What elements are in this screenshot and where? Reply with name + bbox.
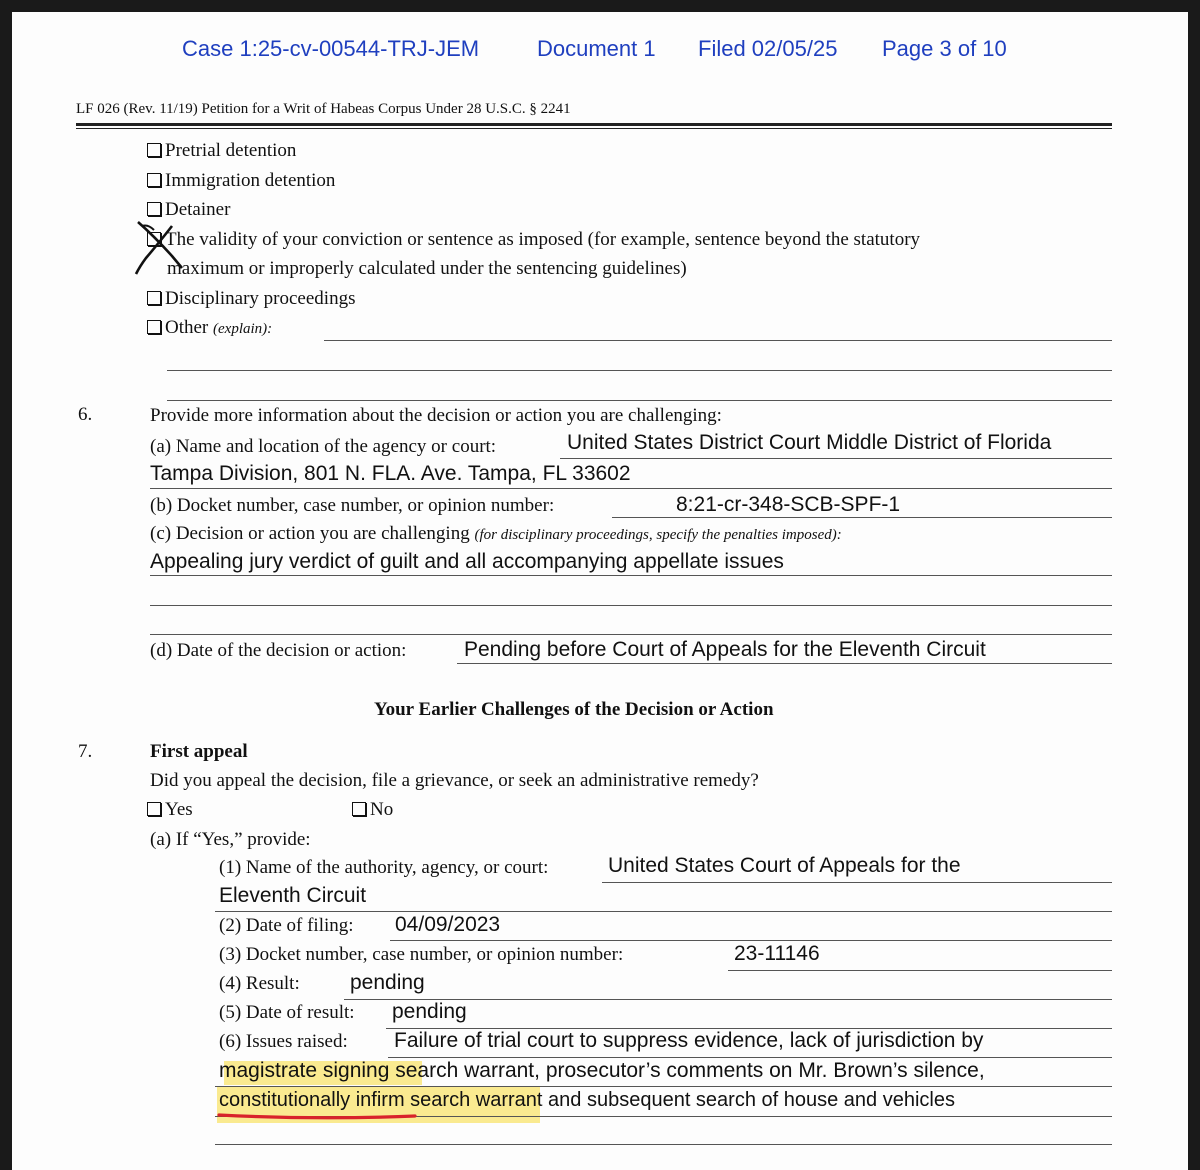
if-yes-label: (a) If “Yes,” provide: [150,829,311,850]
q6d-line [457,663,1112,664]
q6c-line3 [150,634,1112,635]
q6c-line1 [150,575,1112,576]
option-other[interactable]: Other (explain): [147,317,272,339]
question-7-number: 7. [78,741,93,762]
q7-5-value[interactable]: pending [392,1000,467,1023]
filed-date: Filed 02/05/25 [698,36,838,61]
q7-1-label: (1) Name of the authority, agency, or court: [219,857,549,878]
question-6-number: 6. [78,404,93,425]
option-validity-continued: maximum or improperly calculated under the sentencing guidelines) [167,258,687,279]
q6d-label: (d) Date of the decision or action: [150,640,407,661]
option-validity[interactable]: The validity of your conviction or sentence as imposed (for example, sentence beyond the statutory [147,229,920,251]
option-detainer[interactable]: Detainer [147,199,230,221]
other-explain-label: (explain): [213,321,273,337]
red-underline-icon [217,1108,427,1124]
other-line-2 [167,370,1112,371]
section-heading: Your Earlier Challenges of the Decision or Action [374,699,774,720]
checkbox-icon[interactable] [147,291,161,305]
document-page [12,12,1188,1170]
q6d-value[interactable]: Pending before Court of Appeals for the Eleventh Circuit [464,638,986,661]
option-immigration[interactable]: Immigration detention [147,170,335,192]
other-line-3 [167,400,1112,401]
checkbox-icon[interactable] [352,802,366,816]
checkbox-icon[interactable] [147,802,161,816]
option-pretrial[interactable]: Pretrial detention [147,140,296,162]
option-yes[interactable]: Yes [147,799,193,821]
checkbox-icon[interactable] [147,320,161,334]
q7-5-label: (5) Date of result: [219,1002,355,1023]
q7-6-value-line1[interactable]: Failure of trial court to suppress evidence, lack of jurisdiction by [394,1029,984,1052]
q6c-label: (c) Decision or action you are challenging (for disciplinary proceedings, specify the penalties imposed): [150,523,842,544]
q7-3-line [728,970,1112,971]
q7-6-value-line2[interactable]: magistrate signing search warrant, prosecutor’s comments on Mr. Brown’s silence, [219,1059,985,1082]
question-6-prompt: Provide more information about the decision or action you are challenging: [150,405,722,426]
option-no[interactable]: No [352,799,393,821]
q7-2-label: (2) Date of filing: [219,915,354,936]
question-7-prompt: Did you appeal the decision, file a grievance, or seek an administrative remedy? [150,770,759,791]
q7-6-line2 [215,1086,1112,1087]
q7-1-line2 [215,911,1112,912]
case-number: Case 1:25-cv-00544-TRJ-JEM [182,36,480,61]
checkbox-icon[interactable] [147,143,161,157]
q6c-line2 [150,605,1112,606]
option-disciplinary[interactable]: Disciplinary proceedings [147,288,355,310]
q7-4-label: (4) Result: [219,973,300,994]
q7-6-line1 [388,1057,1112,1058]
title-rule-thin [76,128,1112,129]
q6b-line [612,517,1112,518]
question-7-title: First appeal [150,741,248,762]
q7-2-line [390,940,1112,941]
q6a-value-line2[interactable]: Tampa Division, 801 N. FLA. Ave. Tampa, FL 33602 [150,462,631,485]
q6c-note: (for disciplinary proceedings, specify the penalties imposed): [474,527,842,543]
q7-3-label: (3) Docket number, case number, or opinion number: [219,944,624,965]
q6a-line2 [150,488,1112,489]
page-indicator: Page 3 of 10 [882,36,1007,61]
form-title: LF 026 (Rev. 11/19) Petition for a Writ of Habeas Corpus Under 28 U.S.C. § 2241 [76,101,571,117]
q6c-value[interactable]: Appealing jury verdict of guilt and all accompanying appellate issues [150,550,784,573]
q7-2-value[interactable]: 04/09/2023 [395,913,501,936]
checkbox-icon[interactable] [147,173,161,187]
q7-6-value-line3[interactable]: constitutionally infirm search warrant and subsequent search of house and vehicles [219,1089,955,1111]
q7-3-value[interactable]: 23-11146 [734,942,820,965]
q7-6-label: (6) Issues raised: [219,1031,348,1052]
q6a-line1 [560,458,1112,459]
title-rule [76,123,1112,126]
q6a-value-line1[interactable]: United States District Court Middle District of Florida [567,431,1052,454]
q6b-value[interactable]: 8:21-cr-348-SCB-SPF-1 [676,493,901,516]
highlighted-phrase: constitutionally infirm search warrant [219,1089,543,1111]
other-line-1 [324,340,1112,341]
document-number: Document 1 [537,36,656,61]
q7-4-value[interactable]: pending [350,971,425,994]
q7-1-value-line2[interactable]: Eleventh Circuit [219,884,367,907]
q6a-label: (a) Name and location of the agency or court: [150,436,497,457]
checkbox-icon[interactable] [147,202,161,216]
q7-1-line1 [602,882,1112,883]
q7-6-line4 [215,1144,1112,1145]
q6b-label: (b) Docket number, case number, or opinion number: [150,495,555,516]
q7-1-value-line1[interactable]: United States Court of Appeals for the [608,854,961,877]
